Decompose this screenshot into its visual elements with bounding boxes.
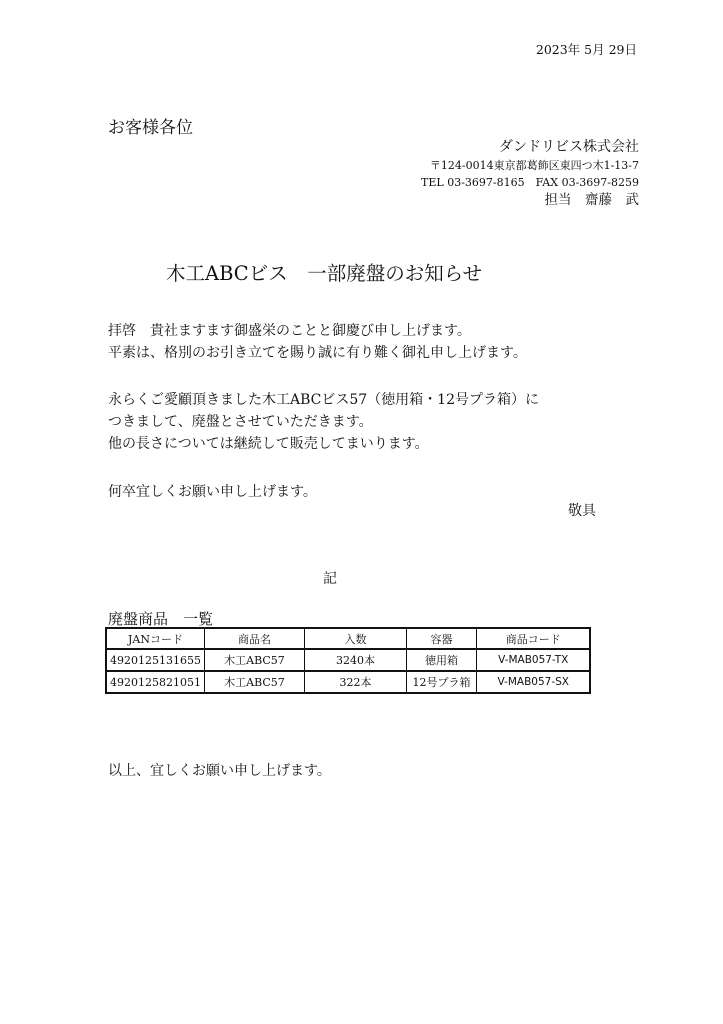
document-date: 2023年 5月 29日	[535, 42, 637, 57]
paragraph-line: 平素は、格別のお引き立てを賜り誠に有り難く御礼申し上げます。	[108, 345, 527, 361]
keigu: 敬具	[568, 503, 596, 519]
ki-heading: 記	[323, 571, 337, 587]
discontinued-items-table	[105, 627, 591, 694]
closing-remark: 以上、宜しくお願い申し上げます。	[108, 763, 331, 779]
paragraph-line: 拝啓 貴社ますます御盛栄のことと御慶び申し上げます。	[108, 323, 471, 339]
cell-jan-code: 4920125821051	[106, 671, 204, 693]
paragraph-line: つきまして、廃盤とさせていただきます。	[108, 414, 373, 430]
cell-product-name: 木工ABC57	[204, 649, 304, 671]
paragraph-line: 永らくご愛顧頂きました木工ABCビス57（徳用箱・12号プラ箱）に	[108, 392, 539, 408]
sender-person: 担当 齋藤 武	[544, 192, 639, 208]
cell-product-code: V-MAB057-TX	[476, 649, 590, 671]
paragraph-request	[108, 481, 317, 503]
sender-address: 〒124-0014東京都葛飾区東四つ木1-13-7	[429, 159, 639, 172]
recipient: お客様各位	[108, 118, 193, 138]
paragraph-greeting	[108, 320, 527, 364]
paragraph-announcement	[108, 389, 539, 455]
cell-jan-code: 4920125131655	[106, 649, 204, 671]
paragraph-line: 何卒宜しくお願い申し上げます。	[108, 484, 317, 500]
document-title: 木工ABCビス 一部廃盤のお知らせ	[166, 262, 483, 285]
cell-quantity: 322本	[304, 671, 406, 693]
sender-company: ダンドリビス株式会社	[498, 139, 639, 155]
cell-product-name: 木工ABC57	[204, 671, 304, 693]
table-header-row	[106, 628, 590, 649]
header-jan-code: JANコード	[106, 628, 204, 649]
discontinued-list-title: 廃盤商品 一覧	[108, 610, 214, 628]
table-row	[106, 649, 590, 671]
paragraph-line: 他の長さについては継続して販売してまいります。	[108, 436, 429, 452]
sender-contact: TEL 03-3697-8165 FAX 03-3697-8259	[421, 176, 639, 189]
table-row	[106, 671, 590, 693]
header-container: 容器	[406, 628, 476, 649]
header-quantity: 入数	[304, 628, 406, 649]
cell-quantity: 3240本	[304, 649, 406, 671]
cell-container: 12号プラ箱	[406, 671, 476, 693]
header-product-code: 商品コード	[476, 628, 590, 649]
header-product-name: 商品名	[204, 628, 304, 649]
cell-container: 徳用箱	[406, 649, 476, 671]
cell-product-code: V-MAB057-SX	[476, 671, 590, 693]
